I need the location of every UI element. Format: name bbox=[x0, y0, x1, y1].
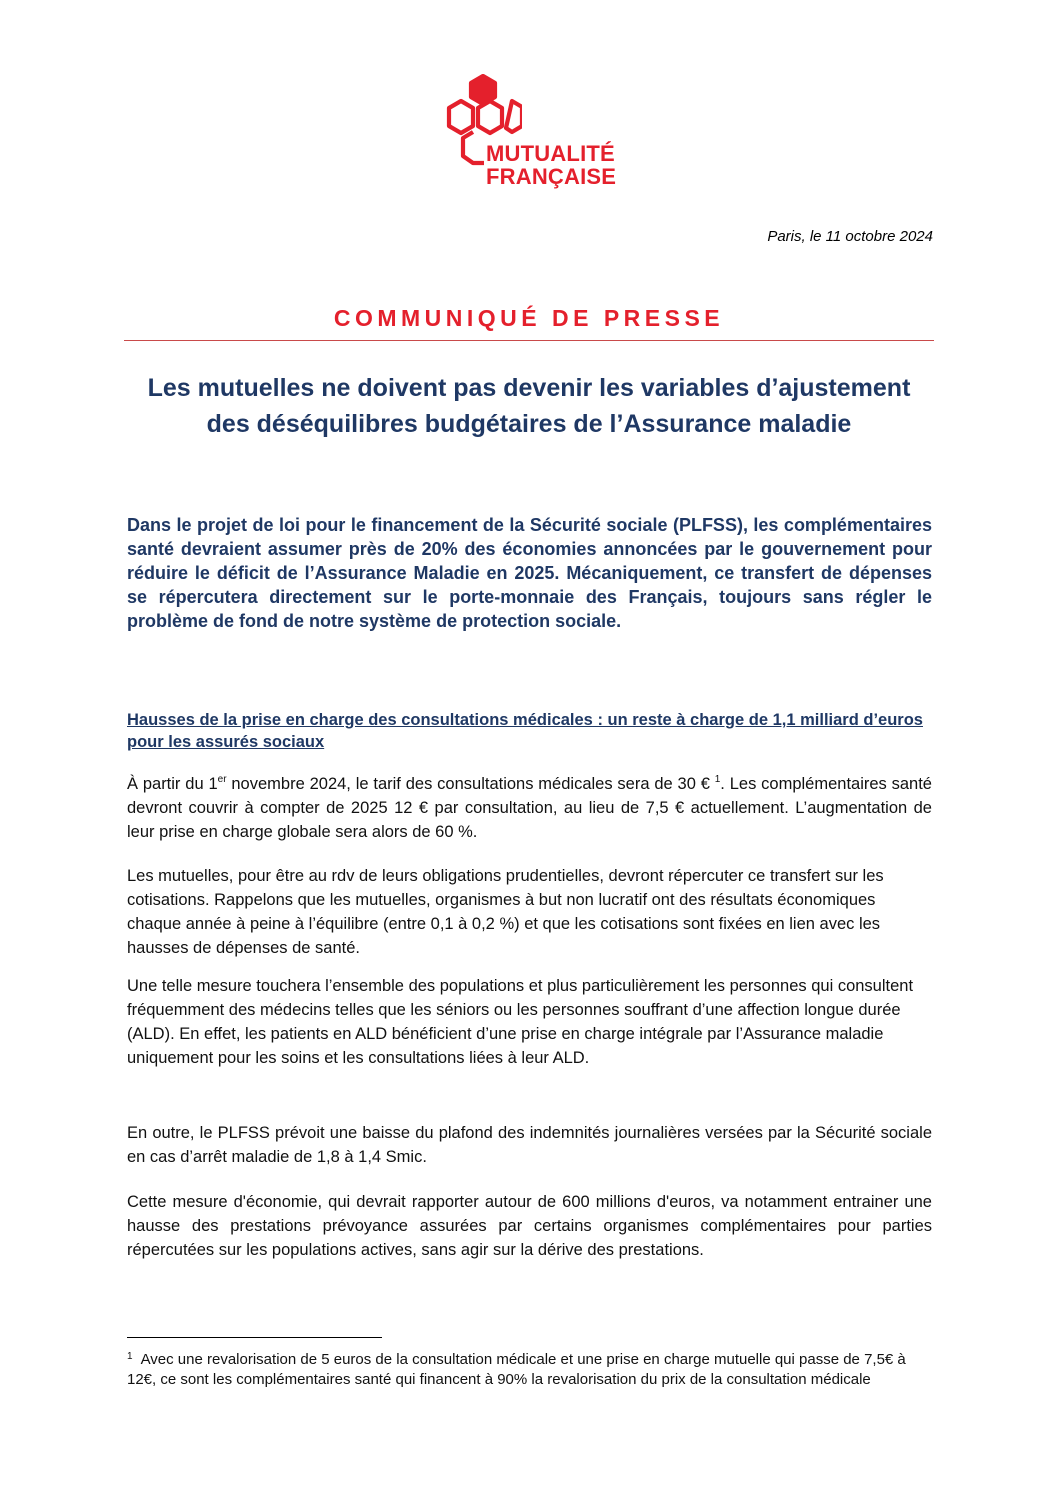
paragraph-populations: Une telle mesure touchera l’ensemble des populations et plus particulièrement les personnes qui consultent fréquemment des médecins telles que les séniors ou les personnes souffrant d’une affection longue durée (ALD). En effet, les patients en ALD bénéficient d’une prise en charge intégrale par l’Assurance maladie uniquement pour les soins et les consultations liées à leur ALD. bbox=[127, 977, 914, 1067]
press-release-label: COMMUNIQUÉ DE PRESSE bbox=[333, 305, 725, 331]
section-heading: Hausses de la prise en charge des consultations médicales : un reste à charge de 1,1 milliard d’euros pour les assurés sociaux bbox=[127, 711, 923, 751]
p1-text-after: . Les complémentaires santé devront couvrir à compter de 2025 12 € par consultation, au lieu de 7,5 € actuellement. L’augmentation de leur prise en charge globale sera alors de 60 %. bbox=[127, 775, 932, 841]
footnote-divider bbox=[127, 1337, 382, 1338]
document-date: Paris, le 11 octobre 2024 bbox=[767, 228, 933, 245]
paragraph-economie: Cette mesure d'économie, qui devrait rapporter autour de 600 millions d'euros, va notamment entrainer une hausse des prestations prévoyance assurées par certains organismes complémentaires pour parties répercutées sur les populations actives, sans agir sur la dérive des prestations. bbox=[127, 1193, 932, 1259]
paragraph-consultation-tariff bbox=[127, 772, 932, 844]
title-divider bbox=[124, 340, 934, 341]
brand-line-2: FRANÇAISE bbox=[486, 164, 617, 189]
paragraph-indemnites: En outre, le PLFSS prévoit une baisse du plafond des indemnités journalières versées par la Sécurité sociale en cas d’arrêt maladie de 1,8 à 1,4 Smic. bbox=[127, 1124, 932, 1166]
p1-text-middle: novembre 2024, le tarif des consultations médicales sera de 30 € bbox=[226, 775, 715, 793]
footnote-reference: 1 bbox=[714, 774, 721, 785]
mutualite-francaise-logo bbox=[446, 74, 616, 192]
paragraph-cotisations: Les mutuelles, pour être au rdv de leurs obligations prudentielles, devront répercuter ce transfert sur les cotisations. Rappelons que les mutuelles, organismes à but non lucratif ont des résultats économiques chaque année à peine à l’équilibre (entre 0,1 à 0,2 %) et que les cotisations sont fixées en lien avec les hausses de dépenses de santé. bbox=[127, 867, 884, 957]
brand-wordmark bbox=[486, 142, 616, 188]
p1-text-before: À partir du 1 bbox=[127, 775, 218, 793]
footnote bbox=[127, 1347, 917, 1390]
brand-line-1: MUTUALITÉ bbox=[486, 141, 615, 166]
footnote-mark: 1 bbox=[127, 1351, 133, 1362]
headline: Les mutuelles ne doivent pas devenir les variables d’ajustement des déséquilibres budgétaires de l’Assurance maladie bbox=[147, 374, 911, 438]
footnote-text: Avec une revalorisation de 5 euros de la consultation médicale et une prise en charge mutuelle qui passe de 7,5€ à 12€, ce sont les complémentaires santé qui financent à 90% la revalorisation du prix de la consultation médicale bbox=[127, 1351, 906, 1388]
lead-paragraph: Dans le projet de loi pour le financement de la Sécurité sociale (PLFSS), les complémentaires santé devraient assumer près de 20% des économies annoncées par le gouvernement pour réduire le déficit de l’Assurance Maladie en 2025. Mécaniquement, ce transfert de dépenses se répercutera directement sur le porte-monnaie des Français, toujours sans régler le problème de fond de notre système de protection sociale. bbox=[127, 515, 932, 631]
ordinal-superscript: er bbox=[217, 774, 227, 785]
